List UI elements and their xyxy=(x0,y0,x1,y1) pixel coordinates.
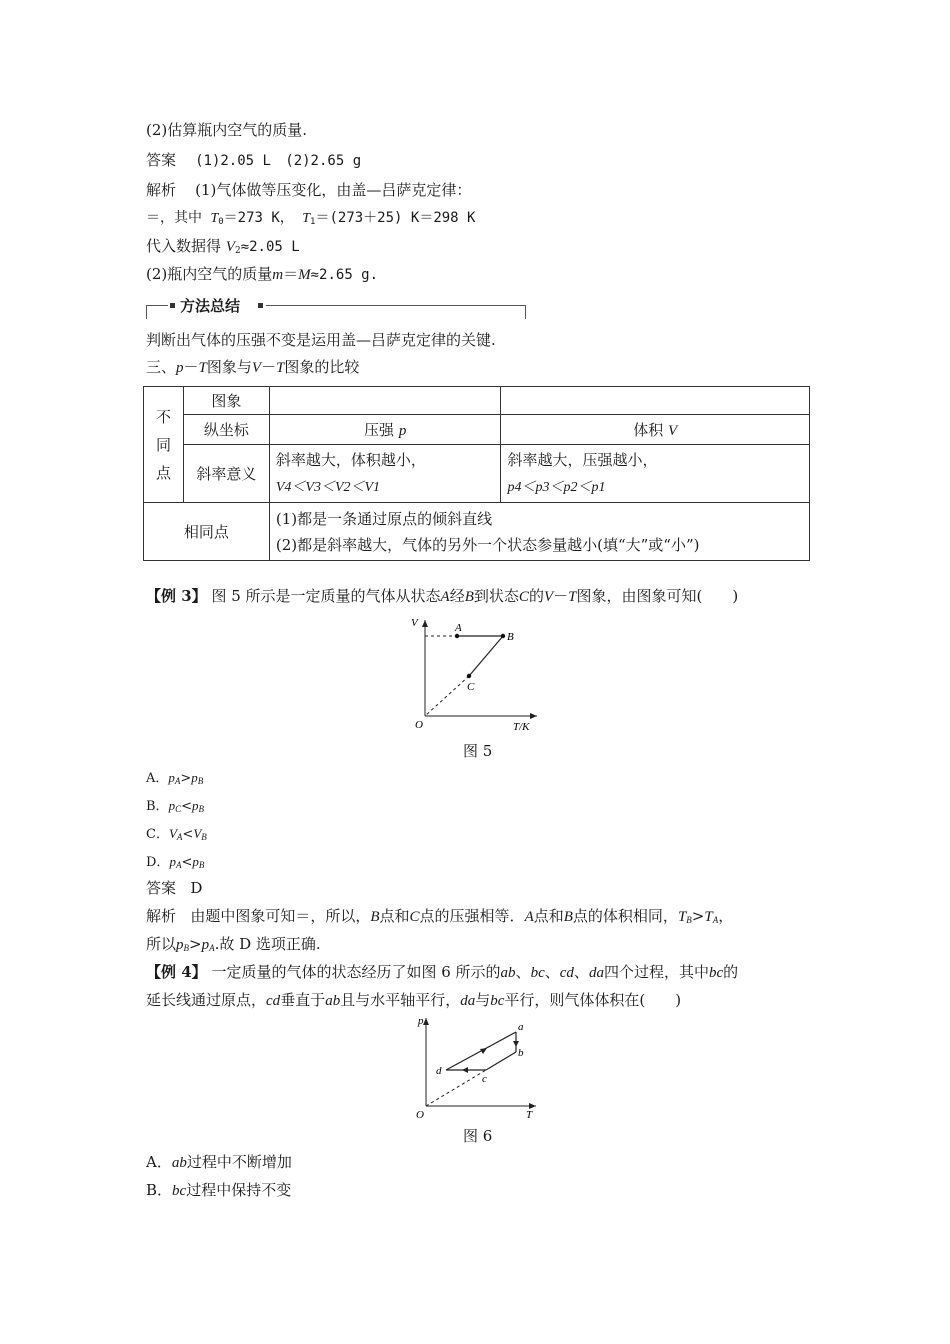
diff-label-char: 点 xyxy=(155,463,171,482)
axis-label-t: T/K xyxy=(513,721,530,733)
analysis-1-eq-c: ＝(273＋25) K＝298 K xyxy=(315,210,476,226)
p-sub: B xyxy=(183,943,190,953)
dash: － xyxy=(553,587,569,605)
same-point-1: (1)都是一条通过原点的倾斜直线 xyxy=(275,509,493,528)
analysis-1-l4b: ＝ xyxy=(283,265,299,283)
state-b-symbol: B xyxy=(563,909,573,925)
v-symbol: V xyxy=(251,360,262,376)
option-rhs: V xyxy=(193,826,202,841)
v2-sub: 2 xyxy=(234,246,241,256)
analysis-1-text: (1)气体做等压变化，由盖—吕萨克定律： xyxy=(195,181,472,199)
t0-symbol: T xyxy=(210,211,219,226)
diff-label-cell xyxy=(144,387,184,503)
slope-left-relation: V4＜V3＜V2＜V1 xyxy=(275,479,381,495)
analysis-1-l4a: (2)瓶内空气的质量 xyxy=(146,265,273,283)
analysis-label: 解析 xyxy=(146,907,177,925)
option-lhs: p xyxy=(168,770,175,785)
axis-label-v: V xyxy=(411,617,418,629)
section-3-prefix: 三、 xyxy=(146,358,177,376)
figure-6-caption: 图 6 xyxy=(463,1127,493,1145)
line-b-c xyxy=(469,636,503,676)
option-rhs-sub: B xyxy=(201,832,207,842)
process-ab: ab xyxy=(171,1155,187,1171)
table-row xyxy=(144,503,810,561)
example-4-text: 一定质量的气体的状态经历了如图 6 所示的 xyxy=(211,963,501,981)
example-3-question xyxy=(146,586,738,607)
option-lhs: p xyxy=(169,854,176,869)
analysis-label: 解析 xyxy=(146,181,177,199)
answer-1-line xyxy=(146,150,361,171)
example-3-text: 经 xyxy=(449,587,465,605)
analysis-text: 点的压强相等． xyxy=(419,907,525,925)
example-4-option-b[interactable] xyxy=(146,1180,291,1201)
volume-label: 体积 xyxy=(633,421,664,439)
operator: > xyxy=(691,907,705,925)
process-bc: bc xyxy=(490,993,505,1009)
example-3-text: 图 5 所示是一定质量的气体从状态 xyxy=(211,587,441,605)
y-axis-arrow xyxy=(423,1018,429,1025)
image-cell-right xyxy=(501,387,810,415)
option-rhs-sub: B xyxy=(198,804,204,814)
answer-part-1: (1)2.05 L xyxy=(195,153,271,169)
analysis-1-line-4 xyxy=(146,264,378,285)
t-symbol: T xyxy=(276,360,285,376)
option-lhs: V xyxy=(168,826,177,841)
diff-label-char: 同 xyxy=(155,435,171,454)
example-4-text: 且与水平轴平行， xyxy=(340,991,461,1009)
example-4-line-1 xyxy=(146,962,738,983)
analysis-1-l3b: ≈2.05 L xyxy=(240,239,300,255)
process-bc: bc xyxy=(172,1183,187,1199)
analysis-text: 点的体积相同， xyxy=(572,907,678,925)
option-letter: A． xyxy=(146,1153,172,1171)
process-ab: ab xyxy=(500,965,516,981)
label-c: c xyxy=(482,1073,487,1085)
slope-left-cell xyxy=(269,445,501,503)
volume-cell xyxy=(501,415,810,445)
point-b xyxy=(501,634,505,638)
slope-right-cell xyxy=(501,445,810,503)
example-3-analysis-1 xyxy=(146,906,733,930)
same-label: 相同点 xyxy=(144,503,270,561)
process-cd: cd xyxy=(266,993,281,1009)
line-b-c xyxy=(486,1052,516,1070)
state-c-symbol: C xyxy=(409,909,420,925)
process-bc: bc xyxy=(530,965,545,981)
analysis-text: 所以 xyxy=(146,935,177,953)
state-b-symbol: B xyxy=(464,589,474,605)
line-d-a xyxy=(446,1032,516,1070)
separator: 、 xyxy=(573,963,589,981)
option-letter: B． xyxy=(146,799,169,814)
table-row xyxy=(144,387,810,415)
dashed-extension xyxy=(425,676,469,716)
option-c[interactable] xyxy=(146,824,207,847)
example-3-label: 【例 3】 xyxy=(146,587,207,605)
v-symbol: V xyxy=(543,589,554,605)
figure-6-pt-graph xyxy=(412,1012,542,1120)
p-symbol: p xyxy=(176,360,184,376)
row-image-label: 图象 xyxy=(183,387,269,415)
t-sub: B xyxy=(686,915,692,925)
separator: 、 xyxy=(544,963,560,981)
process-cd: cd xyxy=(559,965,574,981)
process-da: da xyxy=(588,965,604,981)
t-sub: A xyxy=(712,915,719,925)
option-letter: D． xyxy=(146,855,170,870)
option-lhs-sub: A xyxy=(174,776,181,786)
t-symbol: T xyxy=(704,909,713,925)
analysis-1-l3a: 代入数据得 xyxy=(146,237,222,255)
example-4-text: 垂直于 xyxy=(280,991,326,1009)
example-3-text: 图象，由图象可知( ) xyxy=(576,587,739,605)
option-rhs-sub: B xyxy=(198,860,205,870)
label-c: C xyxy=(467,681,475,693)
analysis-1-eq-a: ＝，其中 xyxy=(146,210,202,226)
table-row xyxy=(144,445,810,503)
slope-right-text: 斜率越大，压强越小， xyxy=(507,450,658,469)
option-text: 过程中保持不变 xyxy=(186,1181,292,1199)
example-4-label: 【例 4】 xyxy=(146,963,207,981)
pressure-label: 压强 xyxy=(364,421,395,439)
p-symbol: p xyxy=(201,937,210,953)
answer-label: 答案 xyxy=(146,151,177,169)
example-4-text: 与 xyxy=(475,991,491,1009)
label-a: A xyxy=(455,622,462,634)
analysis-1-line-3 xyxy=(146,236,300,261)
answer-value: D xyxy=(190,879,203,897)
table-row xyxy=(144,415,810,445)
dashed-extension xyxy=(426,1070,486,1106)
option-lhs-sub: A xyxy=(175,860,182,870)
t0-sub: 0 xyxy=(218,217,224,227)
banner-square-right xyxy=(258,303,263,308)
analysis-text: ， xyxy=(718,907,734,925)
label-d: d xyxy=(436,1065,442,1077)
example-3-answer xyxy=(146,878,202,898)
t-symbol: T xyxy=(198,360,207,376)
big-m-symbol: M xyxy=(298,267,311,283)
process-bc: bc xyxy=(708,965,724,981)
option-operator: < xyxy=(182,827,194,842)
state-a-symbol: A xyxy=(440,589,450,605)
option-operator: > xyxy=(180,771,192,786)
origin-label: O xyxy=(415,719,423,731)
option-lhs-sub: A xyxy=(176,832,183,842)
pressure-symbol: p xyxy=(398,423,407,439)
option-b[interactable] xyxy=(146,796,204,819)
option-a[interactable] xyxy=(146,768,203,791)
example-4-text: 延长线通过原点， xyxy=(146,991,267,1009)
dash: － xyxy=(183,358,199,376)
comparison-table xyxy=(143,386,810,561)
example-4-option-a[interactable] xyxy=(146,1152,292,1173)
section-3-mid: 图象与 xyxy=(206,358,252,376)
m-symbol: m xyxy=(272,267,284,283)
analysis-text: 由题中图象可知＝，所以， xyxy=(190,907,371,925)
option-rhs: p xyxy=(191,770,198,785)
banner-hook-left xyxy=(146,305,147,319)
image-cell-left xyxy=(269,387,501,415)
state-a-symbol: A xyxy=(524,909,534,925)
row-axis-label: 纵坐标 xyxy=(183,415,269,445)
x-axis-arrow xyxy=(530,713,537,719)
diff-label-char: 不 xyxy=(155,407,171,426)
dash: － xyxy=(261,358,277,376)
example-3-text: 的 xyxy=(528,587,544,605)
volume-symbol: V xyxy=(668,423,678,439)
option-rhs-sub: B xyxy=(197,776,204,786)
option-lhs-sub: C xyxy=(175,804,182,814)
analysis-1-line-1 xyxy=(146,180,471,200)
answer-part-2: (2)2.65 g xyxy=(285,153,362,169)
p-sub: A xyxy=(209,943,215,953)
option-operator: < xyxy=(181,799,192,814)
option-letter: B． xyxy=(146,1181,173,1199)
label-b: B xyxy=(507,631,514,643)
t1-symbol: T xyxy=(302,211,311,226)
operator: > xyxy=(189,935,202,953)
option-rhs: p xyxy=(192,854,199,869)
example-4-text: 的 xyxy=(723,963,739,981)
example-3-text: 到状态 xyxy=(473,587,519,605)
method-summary-banner xyxy=(146,295,526,321)
t-symbol: T xyxy=(568,589,577,605)
state-b-symbol: B xyxy=(370,909,380,925)
option-lhs: p xyxy=(168,798,176,813)
analysis-1-line-2 xyxy=(146,208,475,232)
option-letter: C． xyxy=(146,827,169,842)
point-a xyxy=(455,634,459,638)
slope-right-relation: p4＜p3＜p2＜p1 xyxy=(507,479,606,495)
example-4-text: 四个过程，其中 xyxy=(603,963,709,981)
arrow-c-d xyxy=(462,1067,468,1073)
slope-left-text: 斜率越大，体积越小， xyxy=(275,450,426,469)
axis-label-p: p xyxy=(418,1015,424,1027)
v2-symbol: V xyxy=(225,239,235,255)
option-text: 过程中不断增加 xyxy=(186,1153,292,1171)
t-symbol: T xyxy=(677,909,687,925)
banner-rule-left xyxy=(146,305,168,306)
p-symbol: p xyxy=(176,937,184,953)
origin-label: O xyxy=(416,1109,424,1120)
analysis-text: 点和 xyxy=(533,907,564,925)
label-a: a xyxy=(518,1021,524,1033)
state-c-symbol: C xyxy=(518,589,529,605)
option-letter: A． xyxy=(146,771,169,786)
example-4-line-2 xyxy=(146,990,681,1011)
example-3-analysis-2 xyxy=(146,934,321,958)
section-3-suffix: 图象的比较 xyxy=(284,358,360,376)
same-point-2: (2)都是斜率越大，气体的另外一个状态参量越小(填“大”或“小”) xyxy=(275,535,700,554)
method-summary-text: 判断出气体的压强不变是运用盖—吕萨克定律的关键. xyxy=(146,331,496,349)
process-da: da xyxy=(460,993,476,1009)
analysis-1-l4c: ≈2.65 g. xyxy=(310,267,379,283)
analysis-text: .故 D 选项正确. xyxy=(214,935,321,953)
y-axis-arrow xyxy=(422,620,428,627)
process-ab: ab xyxy=(325,993,341,1009)
method-summary-title: 方法总结 xyxy=(180,297,241,315)
pressure-cell xyxy=(269,415,501,445)
figure-5-vt-graph xyxy=(405,612,545,734)
axis-label-t: T xyxy=(526,1109,533,1120)
section-3-heading xyxy=(146,357,359,378)
figure-5-caption: 图 5 xyxy=(463,742,493,760)
t1-sub: 1 xyxy=(310,217,316,227)
option-operator: < xyxy=(181,855,193,870)
banner-rule-top xyxy=(266,305,526,306)
same-points-cell xyxy=(269,503,809,561)
banner-hook-right xyxy=(525,305,526,319)
row-slope-label: 斜率意义 xyxy=(183,445,269,503)
example-4-text: 平行，则气体体积在( ) xyxy=(504,991,682,1009)
separator: 、 xyxy=(515,963,531,981)
option-d[interactable] xyxy=(146,852,204,875)
option-rhs: p xyxy=(191,798,199,813)
banner-square-left xyxy=(170,303,175,308)
analysis-text: 点和 xyxy=(379,907,410,925)
analysis-1-eq-b: ＝273 K， xyxy=(223,210,294,226)
point-c xyxy=(467,674,471,678)
question-2-prompt: (2)估算瓶内空气的质量. xyxy=(146,121,308,139)
answer-label: 答案 xyxy=(146,879,177,897)
label-b: b xyxy=(518,1047,524,1059)
